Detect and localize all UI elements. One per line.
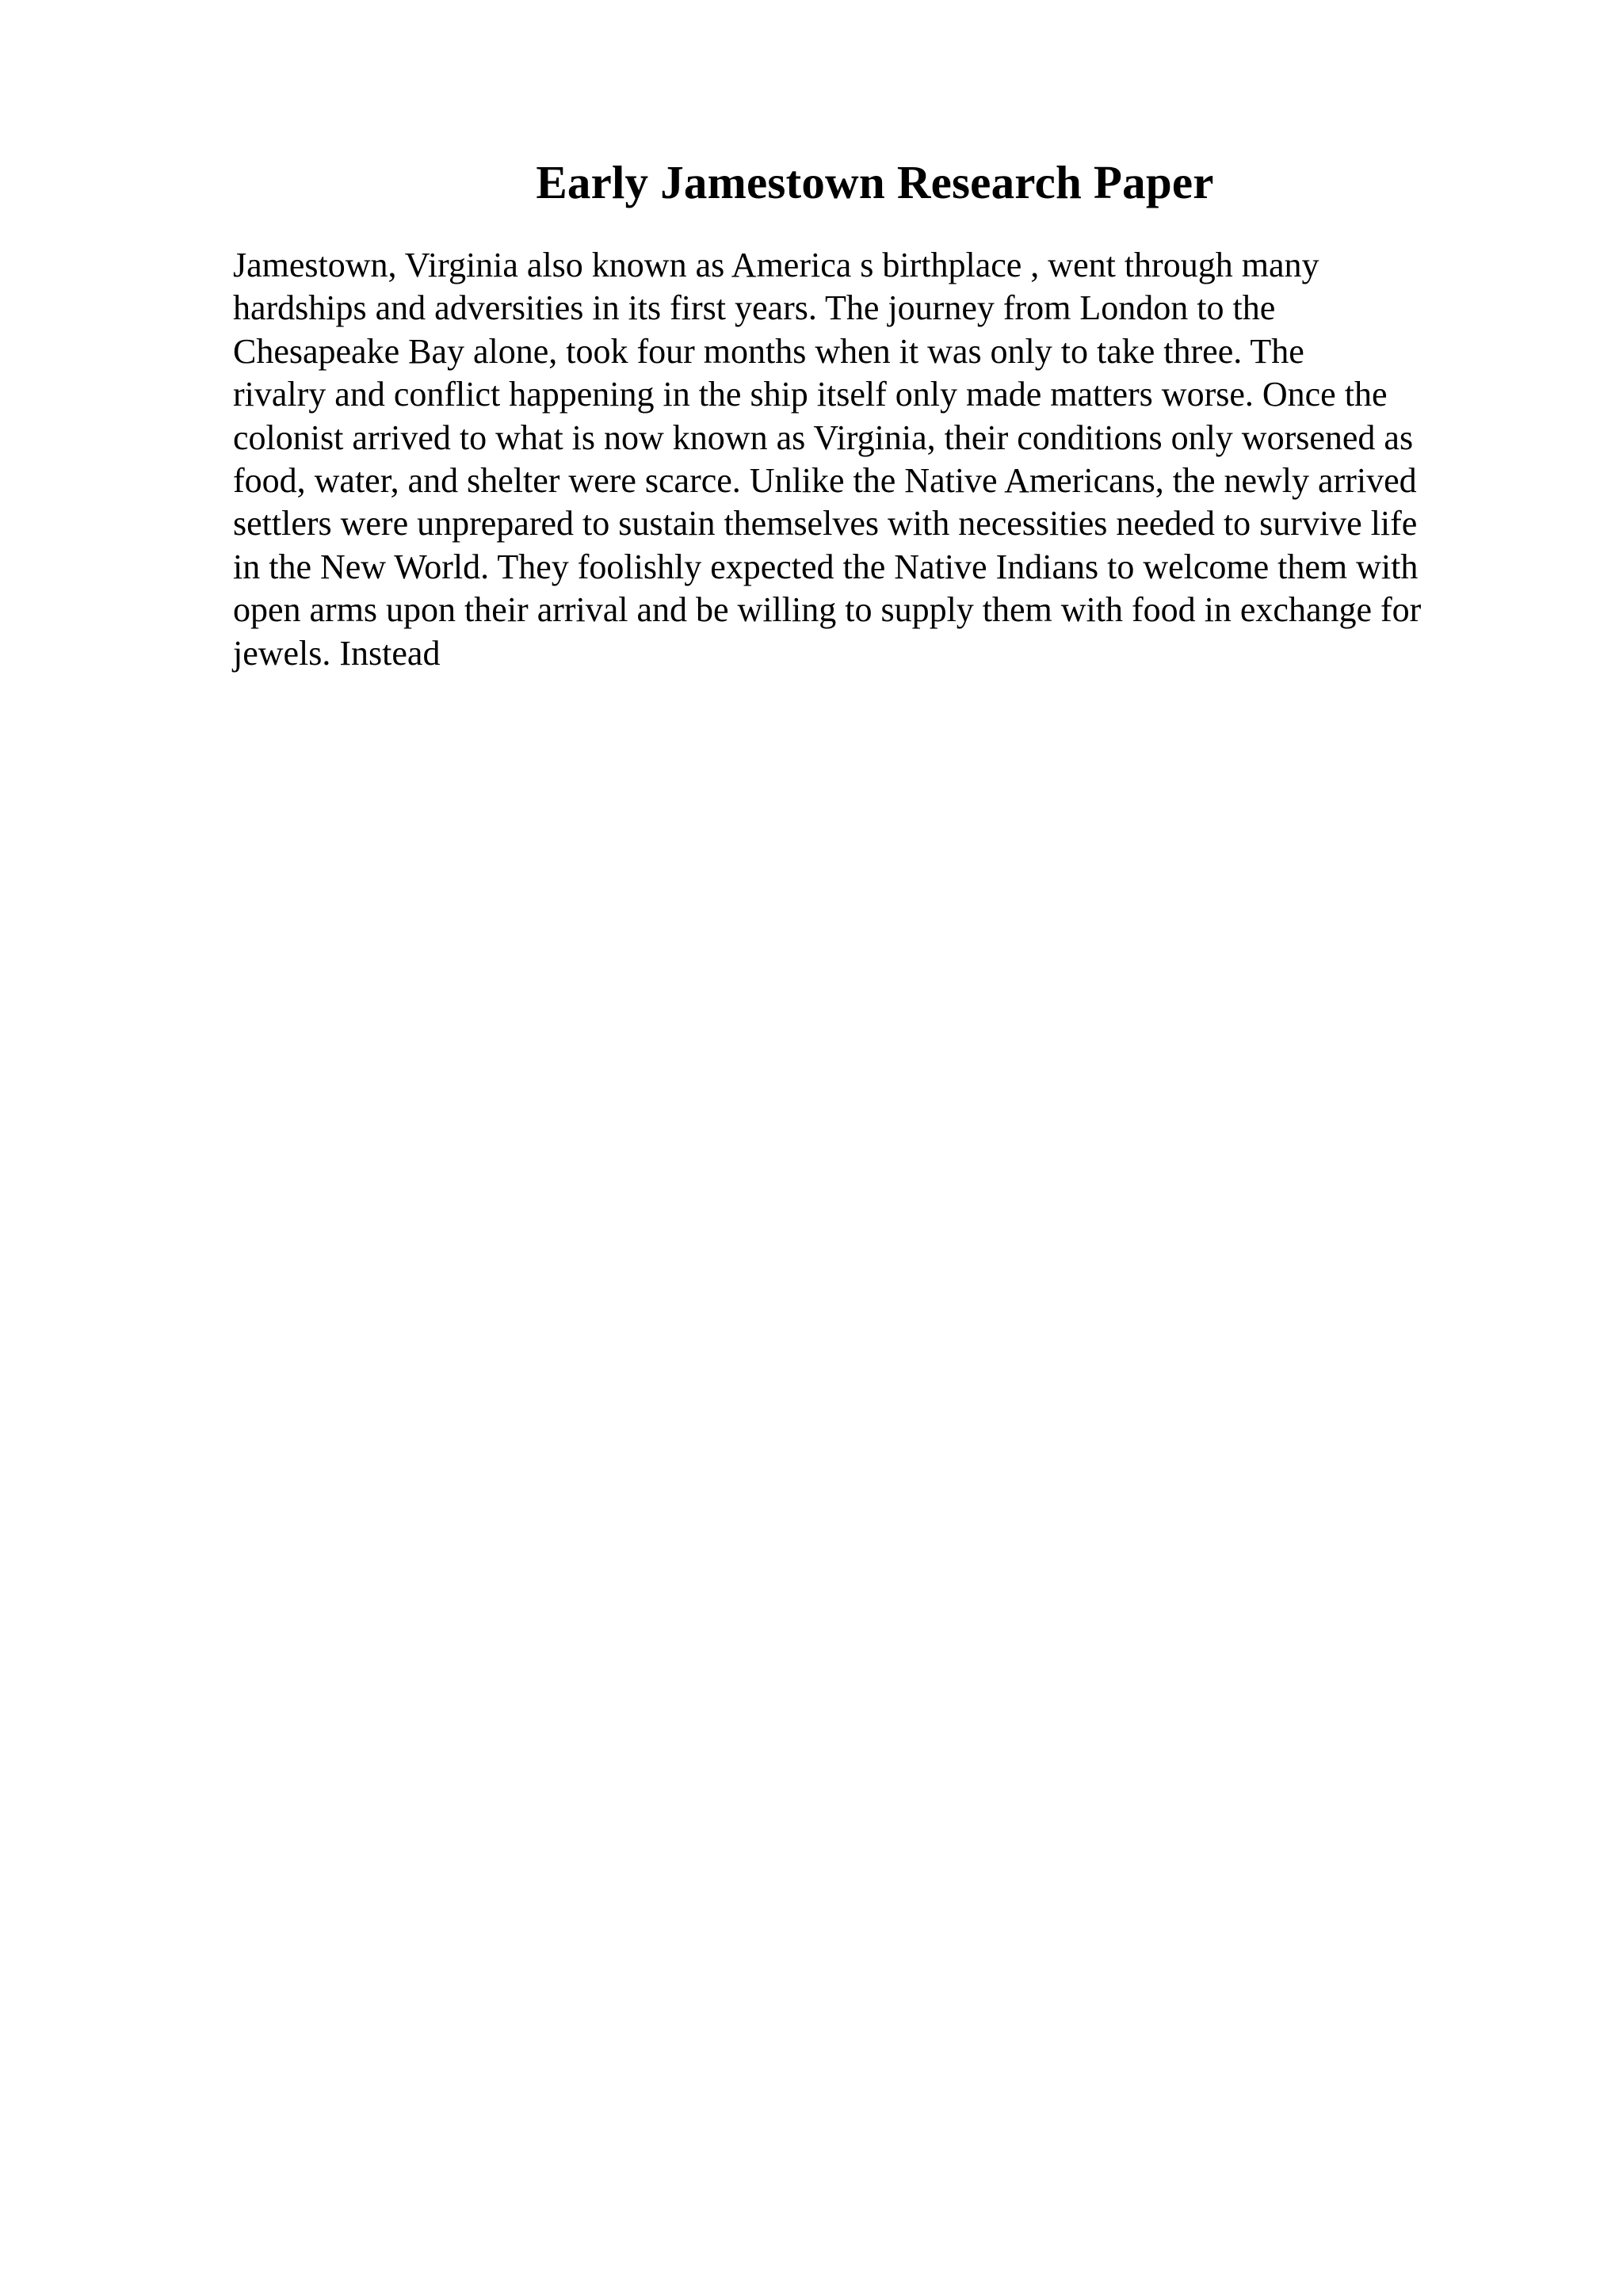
document-title: Early Jamestown Research Paper [536,156,1214,208]
body-line: colonist arrived to what is now known as Virginia, their conditions only worsened as [233,418,1414,457]
body-line: rivalry and conflict happening in the ship itself only made matters worse. Once the [233,375,1388,414]
body-line: Chesapeake Bay alone, took four months when it was only to take three. The [233,331,1304,371]
document-body [233,244,1517,675]
body-line: jewels. Instead [233,633,441,673]
body-line: hardships and adversities in its first years. The journey from London to the [233,288,1276,328]
body-line: settlers were unprepared to sustain themselves with necessities needed to survive life [233,504,1418,543]
body-line: food, water, and shelter were scarce. Unlike the Native Americans, the newly arrived [233,461,1417,501]
body-line: Jamestown, Virginia also known as America s birthplace , went through many [233,246,1319,284]
body-line: open arms upon their arrival and be willing to supply them with food in exchange for [233,590,1422,630]
body-line: in the New World. They foolishly expected the Native Indians to welcome them with [233,547,1419,586]
